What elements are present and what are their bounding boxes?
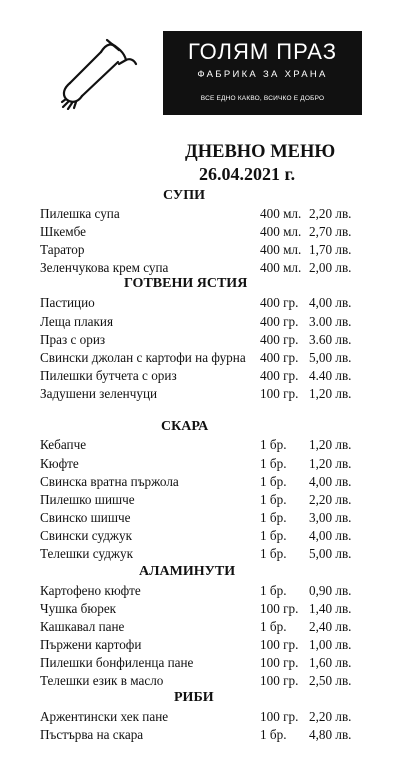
item-name: Свинско шишче <box>40 510 131 525</box>
menu-date: 26.04.2021 г. <box>199 164 296 184</box>
item-qty: 100 гр. <box>260 655 299 670</box>
item-price: 2,40 лв. <box>309 619 352 634</box>
item-price: 1,00 лв. <box>309 637 352 652</box>
item-qty: 400 гр. <box>260 350 299 365</box>
item-qty: 1 бр. <box>260 510 287 525</box>
item-name: Кебапче <box>40 437 87 452</box>
item-price: 4.40 лв. <box>309 368 352 383</box>
menu-item <box>40 546 360 564</box>
item-qty: 400 мл. <box>260 206 302 221</box>
menu-item <box>40 673 360 691</box>
item-qty: 400 гр. <box>260 332 299 347</box>
item-qty: 100 гр. <box>260 386 299 401</box>
menu-item <box>40 242 360 260</box>
brand-subtitle: ФАБРИКА ЗА ХРАНА <box>197 69 328 80</box>
item-qty: 400 мл. <box>260 260 302 275</box>
menu-item <box>40 456 360 474</box>
item-name: Картофено кюфте <box>40 583 141 598</box>
item-qty: 400 гр. <box>260 314 299 329</box>
item-name: Зеленчукова крем супа <box>40 260 169 275</box>
menu-item <box>40 709 360 727</box>
item-price: 3.60 лв. <box>309 332 352 347</box>
item-name: Праз с ориз <box>40 332 106 347</box>
section-title-cooked-dishes: ГОТВЕНИ ЯСТИЯ <box>124 276 248 291</box>
item-price: 2,70 лв. <box>309 224 352 239</box>
item-qty: 1 бр. <box>260 528 287 543</box>
item-name: Пилешка супа <box>40 206 120 221</box>
item-price: 5,00 лв. <box>309 350 352 365</box>
item-price: 4,00 лв. <box>309 474 352 489</box>
menu-item <box>40 601 360 619</box>
item-qty: 1 бр. <box>260 456 287 471</box>
item-qty: 100 гр. <box>260 637 299 652</box>
item-price: 5,00 лв. <box>309 546 352 561</box>
item-qty: 100 гр. <box>260 601 299 616</box>
menu-item <box>40 224 360 242</box>
menu-item <box>40 437 360 455</box>
menu-item <box>40 655 360 673</box>
item-qty: 100 гр. <box>260 673 299 688</box>
menu-title: ДНЕВНО МЕНЮ <box>185 142 336 162</box>
item-qty: 1 бр. <box>260 492 287 507</box>
item-price: 0,90 лв. <box>309 583 352 598</box>
item-name: Шкембе <box>40 224 86 239</box>
item-qty: 1 бр. <box>260 546 287 561</box>
item-price: 4,00 лв. <box>309 295 352 310</box>
item-name: Свинска вратна пържола <box>40 474 179 489</box>
item-price: 1,40 лв. <box>309 601 352 616</box>
item-price: 1,20 лв. <box>309 386 352 401</box>
menu-item <box>40 510 360 528</box>
item-qty: 1 бр. <box>260 437 287 452</box>
item-name: Кюфте <box>40 456 79 471</box>
item-price: 3,00 лв. <box>309 510 352 525</box>
item-price: 2,50 лв. <box>309 673 352 688</box>
brand-name: ГОЛЯМ ПРАЗ <box>187 39 338 64</box>
leek-icon <box>60 38 142 110</box>
menu-item <box>40 350 360 368</box>
item-price: 1,70 лв. <box>309 242 352 257</box>
menu-item <box>40 332 360 350</box>
item-qty: 400 мл. <box>260 242 302 257</box>
menu-item <box>40 619 360 637</box>
item-qty: 100 гр. <box>260 709 299 724</box>
item-price: 2,20 лв. <box>309 492 352 507</box>
menu-item <box>40 583 360 601</box>
item-name: Пилешки бонфиленца пане <box>40 655 194 670</box>
menu-item <box>40 637 360 655</box>
item-name: Задушени зеленчуци <box>40 386 158 401</box>
item-qty: 1 бр. <box>260 727 287 742</box>
item-price: 2,00 лв. <box>309 260 352 275</box>
item-price: 1,20 лв. <box>309 456 352 471</box>
item-price: 1,20 лв. <box>309 437 352 452</box>
item-name: Чушка бюрек <box>40 601 117 616</box>
menu-item <box>40 314 360 332</box>
section-title-fish: РИБИ <box>174 690 214 705</box>
item-name: Аржентински хек пане <box>40 709 169 724</box>
menu-item <box>40 295 360 313</box>
item-price: 2,20 лв. <box>309 206 352 221</box>
brand-logo <box>163 31 362 115</box>
item-name: Пастицио <box>40 295 95 310</box>
item-name: Пилешко шишче <box>40 492 135 507</box>
menu-item <box>40 386 360 404</box>
item-name: Леща плакия <box>40 314 114 329</box>
item-qty: 1 бр. <box>260 474 287 489</box>
section-title-soups: СУПИ <box>163 188 205 203</box>
item-name: Свински суджук <box>40 528 133 543</box>
item-name: Телешки суджук <box>40 546 134 561</box>
item-name: Кашкавал пане <box>40 619 125 634</box>
item-name: Телешки език в масло <box>40 673 164 688</box>
item-qty: 400 мл. <box>260 224 302 239</box>
item-price: 2,20 лв. <box>309 709 352 724</box>
section-title-grill: СКАРА <box>161 419 209 434</box>
menu-item <box>40 206 360 224</box>
item-price: 4,80 лв. <box>309 727 352 742</box>
item-qty: 1 бр. <box>260 583 287 598</box>
item-name: Пъстърва на скара <box>40 727 144 742</box>
item-price: 1,60 лв. <box>309 655 352 670</box>
item-name: Свински джолан с картофи на фурна <box>40 350 246 365</box>
menu-item <box>40 528 360 546</box>
item-name: Пилешки бутчета с ориз <box>40 368 177 383</box>
item-qty: 400 гр. <box>260 295 299 310</box>
item-price: 3.00 лв. <box>309 314 352 329</box>
menu-item <box>40 727 360 745</box>
item-name: Пържени картофи <box>40 637 142 652</box>
item-price: 4,00 лв. <box>309 528 352 543</box>
section-title-a-la-minute: АЛАМИНУТИ <box>139 564 236 579</box>
item-qty: 400 гр. <box>260 368 299 383</box>
menu-item <box>40 368 360 386</box>
menu-item <box>40 492 360 510</box>
brand-slogan: ВСЕ ЕДНО КАКВО, ВСИЧКО Е ДОБРО <box>200 95 325 102</box>
item-qty: 1 бр. <box>260 619 287 634</box>
menu-item <box>40 474 360 492</box>
item-name: Таратор <box>40 242 85 257</box>
